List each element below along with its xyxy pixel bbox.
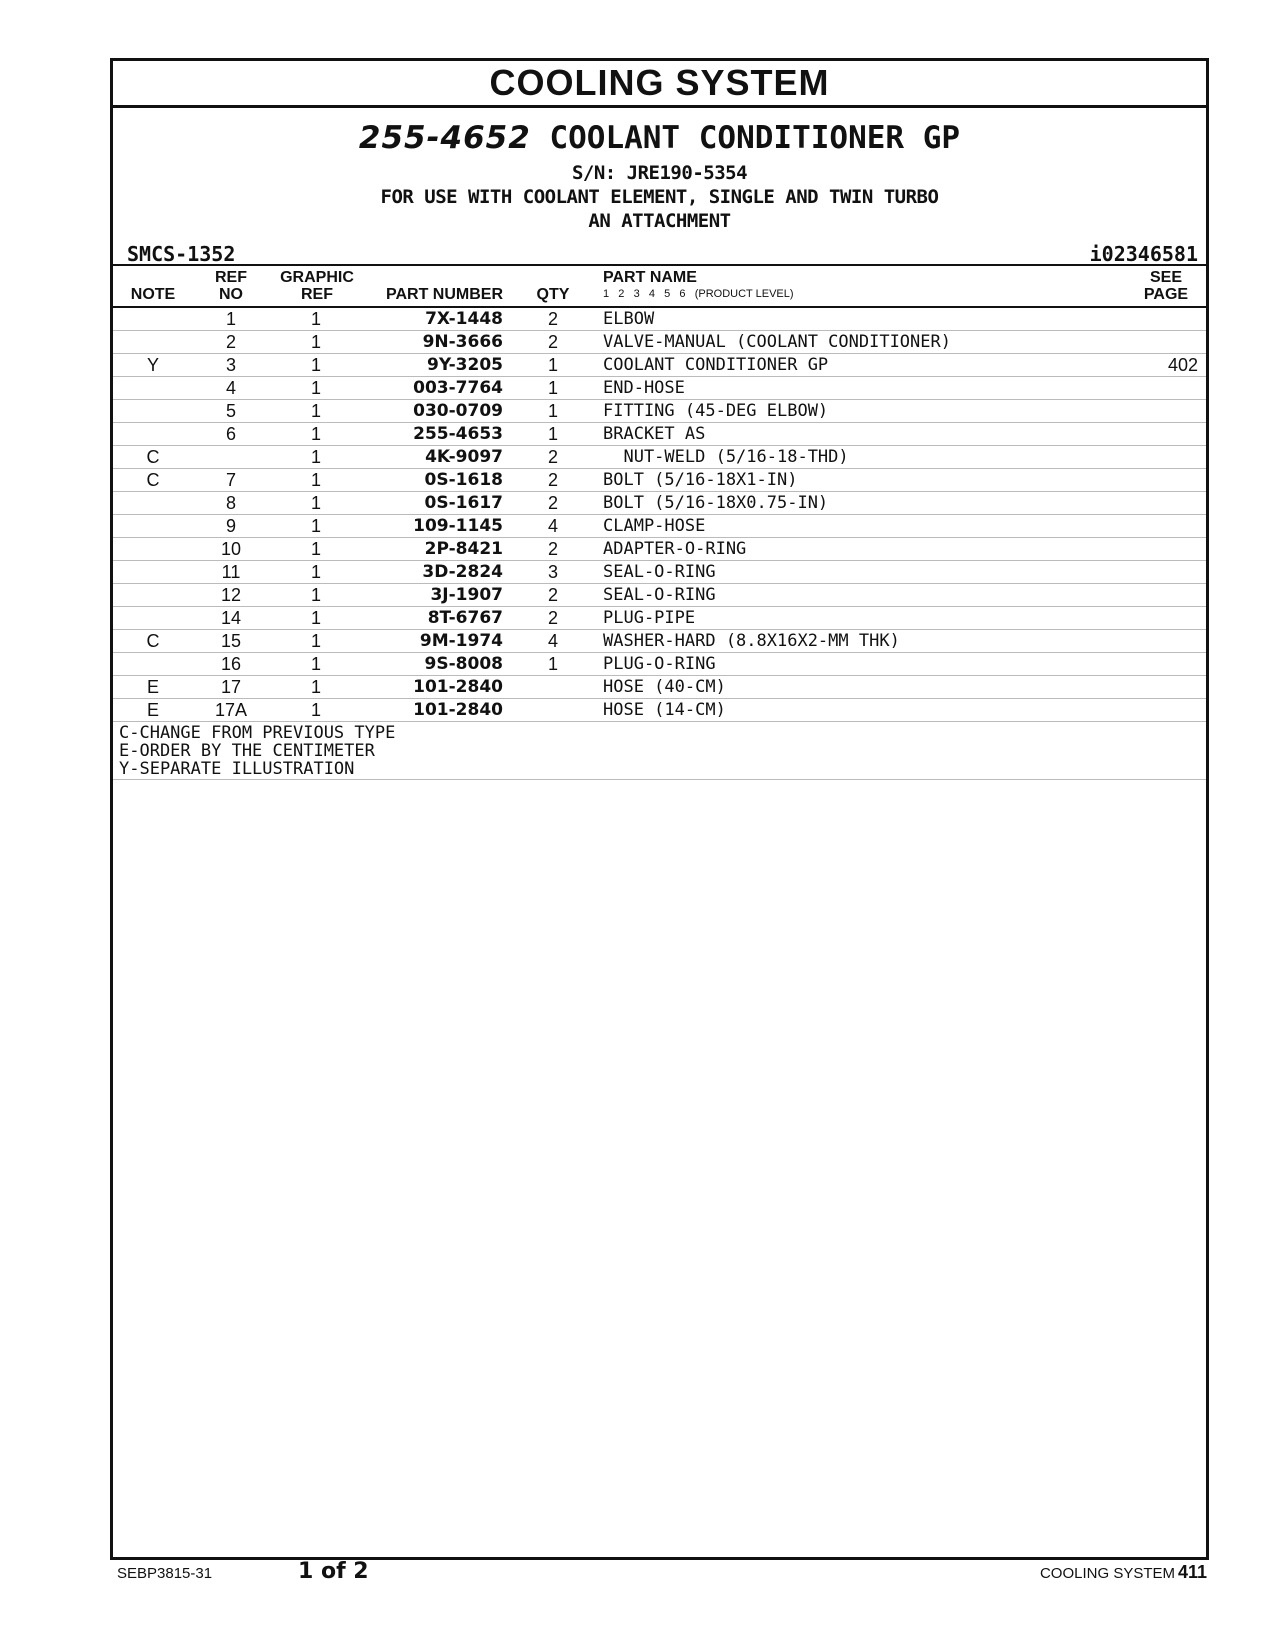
- row-note: Y: [146, 355, 159, 375]
- row-ref: 12: [220, 585, 242, 605]
- row-part-name: END-HOSE: [603, 378, 685, 398]
- row-graphic-ref: 1: [310, 677, 321, 697]
- parts-table: [113, 308, 1206, 722]
- row-graphic-ref: 1: [310, 493, 321, 513]
- row-part-number: 3D-2824: [422, 562, 503, 582]
- row-graphic-ref: 1: [310, 539, 321, 559]
- row-part-name: FITTING (45-DEG ELBOW): [603, 401, 829, 421]
- row-part-number: 0S-1617: [424, 493, 503, 513]
- row-note: C: [146, 447, 160, 467]
- row-part-number: 2P-8421: [424, 539, 503, 559]
- footer-section: COOLING SYSTEM: [1039, 1565, 1175, 1582]
- row-graphic-ref: 1: [310, 401, 321, 421]
- row-qty: 4: [547, 516, 558, 536]
- row-part-number: 101-2840: [413, 677, 503, 697]
- col-graphic-bottom: REF: [301, 286, 333, 303]
- col-see-top: SEE: [1149, 269, 1182, 286]
- row-part-number: 255-4653: [413, 424, 503, 444]
- footer-page-number: 411: [1177, 1562, 1207, 1582]
- col-part-name: [603, 269, 794, 303]
- table-row: [113, 630, 1206, 653]
- notes-legend: [113, 722, 1206, 780]
- table-row: [113, 331, 1206, 354]
- row-qty: 1: [547, 654, 558, 674]
- row-part-name: BOLT (5/16-18X0.75-IN): [603, 493, 829, 513]
- col-ref: [208, 269, 254, 303]
- group-part-number: 255-4652: [358, 120, 531, 156]
- table-row: [113, 515, 1206, 538]
- note-change: C-CHANGE FROM PREVIOUS TYPE: [119, 723, 396, 743]
- row-qty: 2: [547, 447, 558, 467]
- serial-number: S/N: JRE190-5354: [571, 162, 748, 184]
- row-part-name: COOLANT CONDITIONER GP: [603, 355, 829, 375]
- row-qty: 1: [547, 401, 558, 421]
- row-ref: 6: [225, 424, 236, 444]
- row-part-number: 101-2840: [413, 700, 503, 720]
- row-part-number: 9N-3666: [422, 332, 503, 352]
- table-row: [113, 308, 1206, 331]
- table-row: [113, 676, 1206, 699]
- row-ref: 8: [225, 493, 236, 513]
- table-row: [113, 400, 1206, 423]
- section-title: COOLING SYSTEM: [113, 61, 1206, 108]
- table-row: [113, 699, 1206, 722]
- row-part-name: HOSE (14-CM): [603, 700, 726, 720]
- row-graphic-ref: 1: [310, 516, 321, 536]
- footer-page-of: 1 of 2: [298, 1559, 369, 1584]
- row-ref: 11: [221, 562, 241, 582]
- row-part-name: SEAL-O-RING: [603, 562, 716, 582]
- row-part-name: WASHER-HARD (8.8X16X2-MM THK): [603, 631, 900, 651]
- row-graphic-ref: 1: [310, 562, 321, 582]
- row-qty: 2: [547, 539, 558, 559]
- group-name: COOLANT CONDITIONER GP: [549, 120, 961, 156]
- row-graphic-ref: 1: [310, 332, 321, 352]
- row-graphic-ref: 1: [310, 378, 321, 398]
- row-graphic-ref: 1: [310, 355, 321, 375]
- row-part-name: ELBOW: [603, 309, 655, 329]
- row-note: E: [146, 677, 159, 697]
- row-graphic-ref: 1: [310, 470, 321, 490]
- col-qty: QTY: [536, 286, 570, 303]
- col-ref-bottom: NO: [219, 286, 243, 303]
- row-ref: 14: [220, 608, 242, 628]
- row-qty: 2: [547, 493, 558, 513]
- table-row: [113, 538, 1206, 561]
- row-part-number: 0S-1618: [424, 470, 503, 490]
- row-qty: 2: [547, 470, 558, 490]
- row-part-name: NUT-WELD (5/16-18-THD): [603, 447, 849, 467]
- row-part-name: SEAL-O-RING: [603, 585, 716, 605]
- row-qty: 2: [547, 585, 558, 605]
- row-ref: 17A: [214, 700, 248, 720]
- row-part-name: BOLT (5/16-18X1-IN): [603, 470, 798, 490]
- row-part-number: 7X-1448: [425, 309, 503, 329]
- row-ref: 5: [225, 401, 236, 421]
- row-graphic-ref: 1: [310, 309, 321, 329]
- row-see-page[interactable]: 402: [1167, 355, 1198, 375]
- row-note: C: [146, 631, 160, 651]
- row-qty: 4: [547, 631, 558, 651]
- row-ref: 2: [225, 332, 236, 352]
- row-part-number: 9Y-3205: [426, 355, 503, 375]
- row-graphic-ref: 1: [310, 585, 321, 605]
- table-row: [113, 446, 1206, 469]
- row-ref: 4: [225, 378, 236, 398]
- row-ref: 3: [225, 355, 236, 375]
- col-note: NOTE: [130, 286, 176, 303]
- row-part-number: 9S-8008: [424, 654, 503, 674]
- row-ref: 17: [220, 677, 242, 697]
- table-row: [113, 354, 1206, 377]
- row-ref: 16: [220, 654, 242, 674]
- table-row: [113, 423, 1206, 446]
- group-header: [113, 108, 1206, 266]
- row-part-number: 9M-1974: [419, 631, 503, 651]
- row-part-name: BRACKET AS: [603, 424, 706, 444]
- row-part-number: 4K-9097: [425, 447, 503, 467]
- row-ref: 10: [220, 539, 242, 559]
- footer-doc-id: SEBP3815-31: [117, 1565, 213, 1582]
- row-part-name: ADAPTER-O-RING: [603, 539, 747, 559]
- row-part-number: 030-0709: [413, 401, 503, 421]
- row-part-name: VALVE-MANUAL (COOLANT CONDITIONER): [603, 332, 951, 352]
- table-row: [113, 561, 1206, 584]
- row-qty: 3: [547, 562, 558, 582]
- row-part-number: 109-1145: [413, 516, 503, 536]
- row-part-name: PLUG-PIPE: [603, 608, 696, 628]
- table-row: [113, 492, 1206, 515]
- row-graphic-ref: 1: [310, 447, 321, 467]
- smcs-code: SMCS-1352: [127, 242, 236, 266]
- note-separate: Y-SEPARATE ILLUSTRATION: [119, 759, 355, 779]
- row-ref: 9: [225, 516, 236, 536]
- col-ref-top: REF: [215, 269, 247, 286]
- col-see-page: [1136, 269, 1196, 303]
- usage-line-2: AN ATTACHMENT: [588, 210, 731, 232]
- col-part-number: PART NUMBER: [385, 286, 503, 303]
- col-product-levels: 1 2 3 4 5 6 (PRODUCT LEVEL): [603, 288, 794, 300]
- row-graphic-ref: 1: [310, 654, 321, 674]
- row-part-number: 003-7764: [413, 378, 503, 398]
- row-graphic-ref: 1: [310, 700, 321, 720]
- row-part-name: HOSE (40-CM): [603, 677, 726, 697]
- row-part-number: 8T-6767: [427, 608, 503, 628]
- col-graphic-top: GRAPHIC: [280, 269, 354, 286]
- illustration-id: i02346581: [1089, 242, 1198, 266]
- row-part-name: CLAMP-HOSE: [603, 516, 706, 536]
- usage-line-1: FOR USE WITH COOLANT ELEMENT, SINGLE AND TWIN TURBO: [380, 186, 939, 208]
- row-qty: 2: [547, 608, 558, 628]
- page-frame: [110, 58, 1209, 1560]
- row-qty: 2: [547, 332, 558, 352]
- row-note: E: [146, 700, 159, 720]
- row-qty: 2: [547, 309, 558, 329]
- row-qty: 1: [547, 355, 558, 375]
- row-ref: 15: [220, 631, 242, 651]
- row-qty: 1: [547, 424, 558, 444]
- row-part-name: PLUG-O-RING: [603, 654, 716, 674]
- table-row: [113, 653, 1206, 676]
- table-row: [113, 377, 1206, 400]
- note-order: E-ORDER BY THE CENTIMETER: [119, 741, 375, 761]
- group-title: [113, 120, 1206, 156]
- row-ref: 7: [225, 470, 236, 490]
- col-part-name-label: PART NAME: [603, 269, 697, 286]
- row-part-number: 3J-1907: [430, 585, 503, 605]
- row-graphic-ref: 1: [310, 608, 321, 628]
- col-see-bottom: PAGE: [1143, 286, 1189, 303]
- table-row: [113, 584, 1206, 607]
- row-graphic-ref: 1: [310, 631, 321, 651]
- table-row: [113, 469, 1206, 492]
- col-graphic-ref: [275, 269, 359, 303]
- row-graphic-ref: 1: [310, 424, 321, 444]
- table-row: [113, 607, 1206, 630]
- row-qty: 1: [547, 378, 558, 398]
- row-ref: 1: [225, 309, 236, 329]
- column-header: [113, 266, 1206, 308]
- row-note: C: [146, 470, 160, 490]
